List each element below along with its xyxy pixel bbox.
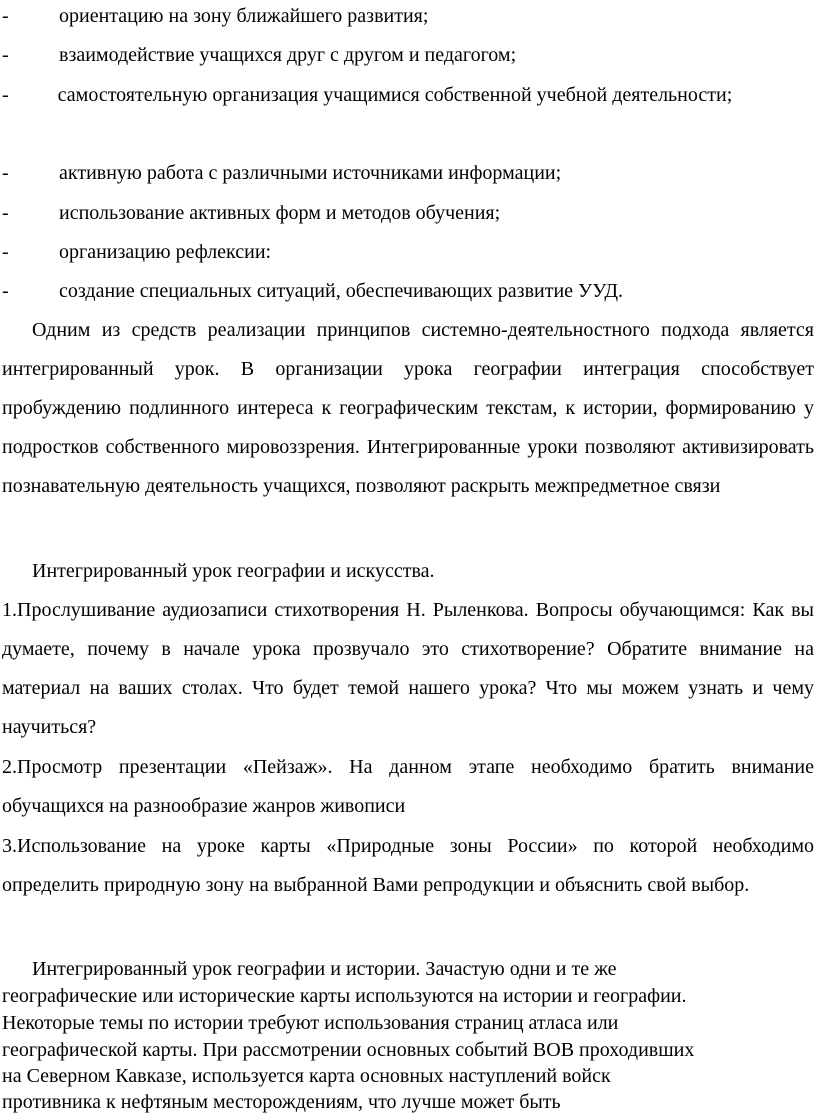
geo-history-line: Некоторые темы по истории требуют использования страниц атласа или	[2, 1012, 619, 1034]
list-item-text: взаимодействие учащихся друг с другом и педагогом;	[59, 44, 517, 66]
list-item-text: организацию рефлексии:	[59, 241, 272, 263]
list-item-text: использование активных форм и методов обучения;	[59, 202, 501, 224]
list-marker: -	[2, 162, 9, 184]
list-marker: -	[2, 241, 9, 263]
geo-history-line: географические или исторические карты используются на истории и географии.	[2, 985, 687, 1007]
list-item-text: ориентацию на зону ближайшего развития;	[59, 5, 429, 27]
geo-history-line: на Северном Кавказе, используется карта основных наступлений войск	[2, 1065, 611, 1087]
list-marker: -	[2, 202, 9, 224]
step-2-paragraph: 2.Просмотр презентации «Пейзаж». На данном этапе необходимо братить внимание обучащихся на разнообразие жанров живописи	[2, 756, 814, 817]
paragraph-integrated-lesson: Одним из средств реализации принципов системно-деятельностного подхода является интегрированный урок. В организации урока географии интеграция способствует пробуждению подлинного интереса к географическим текстам, к истории, формированию у подростков собственного мировоззрения. Интегрированные уроки позволяют активизировать познавательную деятельность учащихся, позволяют раскрыть межпредметное связи	[2, 319, 814, 497]
list-marker: -	[2, 44, 9, 66]
list-item-text: активную работа с различными источниками информации;	[59, 162, 562, 184]
geo-history-line: противника к нефтяным месторождениям, что лучше может быть	[2, 1091, 561, 1113]
step-3-paragraph: 3.Использование на уроке карты «Природные зоны России» по которой необходимо определить природную зону на выбранной Вами репродукции и объяснить свой выбор.	[2, 835, 814, 896]
step-1-paragraph: 1.Прослушивание аудиозаписи стихотворения Н. Рыленкова. Вопросы обучающимся: Как вы думаете, почему в начале урока прозвучало это стихотворение? Обратите внимание на материал на ваших столах. Что будет темой нашего урока? Что мы можем узнать и чему научиться?	[2, 599, 814, 738]
geo-history-line: географической карты. При рассмотрении основных событий ВОВ проходивших	[2, 1039, 695, 1061]
list-marker: -	[2, 84, 9, 106]
list-item-text: создание специальных ситуаций, обеспечивающих развитие УУД.	[59, 280, 623, 302]
list-marker: -	[2, 280, 9, 302]
geo-history-line: Интегрированный урок географии и истории. Зачастую одни и те же	[32, 958, 617, 980]
list-item-text: самостоятельную организация учащимися собственной учебной деятельности;	[57, 84, 733, 106]
list-marker: -	[2, 5, 9, 27]
list-item	[2, 75, 814, 115]
section-heading-geo-art: Интегрированный урок географии и искусства.	[32, 560, 435, 582]
